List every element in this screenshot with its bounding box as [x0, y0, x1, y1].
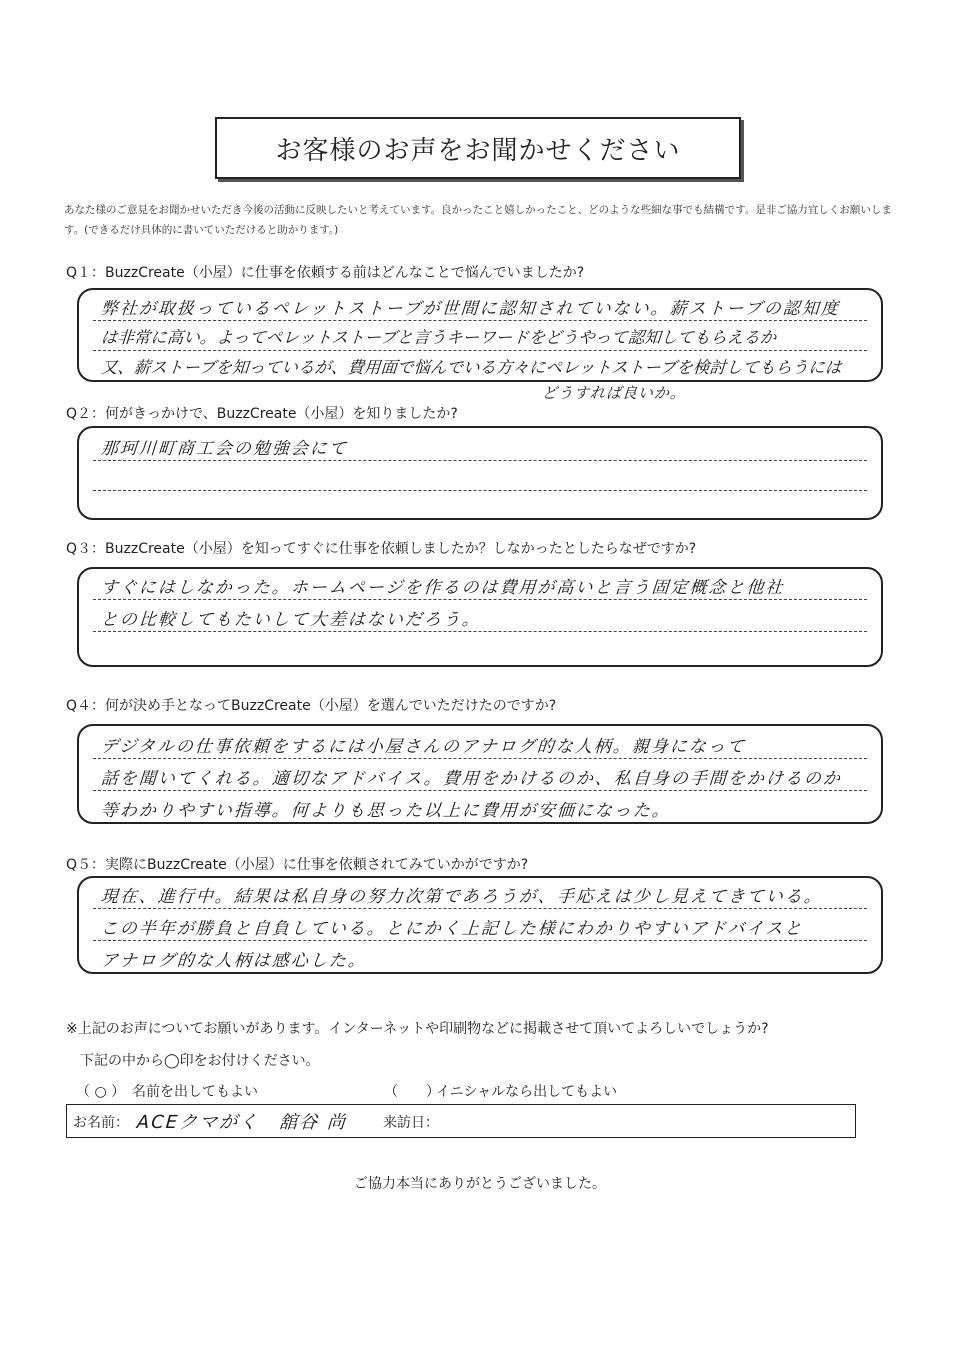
answer-1-line-1: 弊社が取扱っているペレットストーブが世間に認知されていない。薪ストーブの認知度 — [100, 299, 841, 319]
answer-box-5 — [77, 876, 883, 974]
answer-4-line-3: 等わかりやすい指導。何よりも思った以上に費用が安価になった。 — [100, 801, 672, 821]
answer-4-line-2: 話を聞いてくれる。適切なアドバイス。費用をかけるのか、私自身の手間をかけるのか — [100, 769, 843, 789]
question-4: Q４：何が決め手となってBuzzCreate（小屋）を選んでいただけたのですか? — [66, 698, 557, 714]
answer-1-line-3: 又、薪ストーブを知っているが、費用面で悩んでいる方々にペレットストーブを検討してもらうには — [100, 358, 843, 377]
question-3: Q３：BuzzCreate（小屋）を知ってすぐに仕事を依頼しましたか？しなかったとしたらなぜですか? — [66, 541, 697, 557]
option-initial-mark[interactable]: （ ） — [384, 1084, 440, 1100]
answer-box-1 — [77, 288, 883, 382]
answer-5-line-1: 現在、進行中。結果は私自身の努力次第であろうが、手応えは少し見えてきている。 — [100, 887, 824, 907]
answer-3-line-2: との比較してもたいして大差はないだろう。 — [100, 610, 482, 630]
signature-box — [66, 1104, 856, 1138]
answer-5-line-2: この半年が勝負と自負している。とにかく上記した様にわかりやすいアドバイスと — [100, 919, 805, 939]
answer-box-4 — [77, 724, 883, 824]
consent-request: ※上記のお声についてお願いがあります。インターネットや印刷物などに掲載させて頂いてよろしいでしょうか? — [66, 1021, 769, 1037]
question-5: Q５：実際にBuzzCreate（小屋）に仕事を依頼されてみていかがですか? — [66, 857, 529, 873]
title-box — [215, 117, 741, 179]
question-2: Q２：何がきっかけで、BuzzCreate（小屋）を知りましたか? — [66, 406, 458, 422]
question-1: Q１：BuzzCreate（小屋）に仕事を依頼する前はどんなことで悩んでいましたか? — [66, 265, 585, 281]
answer-1-extra: どうすれば良いか。 — [541, 384, 687, 402]
intro-text: あなた様のご意見をお聞かせいただき今後の活動に反映したいと考えています。良かったこと嬉しかったこと、どのような些細な事でも結構です。是非ご協力宜しくお願いします。(できるだけ具体的に書いていただけると助かります。) — [64, 204, 892, 236]
consent-instruction: 下記の中から◯印をお付けください。 — [80, 1053, 320, 1069]
option-name-label: 名前を出してもよい — [132, 1084, 258, 1100]
answer-3-line-1: すぐにはしなかった。ホームページを作るのは費用が高いと言う固定概念と他社 — [100, 578, 786, 598]
name-label: お名前： — [73, 1115, 129, 1131]
answer-box-3 — [77, 567, 883, 667]
answer-4-line-1: デジタルの仕事依頼をするには小屋さんのアナログ的な人柄。親身になって — [100, 737, 747, 757]
thanks-text: ご協力本当にありがとうございました。 — [354, 1176, 606, 1192]
answer-1-line-2: は非常に高い。よってペレットストーブと言うキーワードをどうやって認知してもらえるか — [100, 328, 777, 347]
visit-date-label: 来訪日： — [383, 1115, 439, 1131]
answer-box-2 — [77, 426, 883, 520]
answer-2-line-1: 那珂川町商工会の勉強会にて — [100, 439, 349, 459]
page-title: お客様のお声をお聞かせください — [275, 135, 681, 166]
option-name-mark[interactable]: （ ○ ） — [76, 1084, 126, 1100]
option-initial-label: イニシャルなら出してもよい — [436, 1084, 618, 1100]
answer-5-line-3: アナログ的な人柄は感心した。 — [100, 951, 368, 971]
name-value[interactable]: ACEクマがく 舘谷 尚 — [136, 1112, 348, 1133]
